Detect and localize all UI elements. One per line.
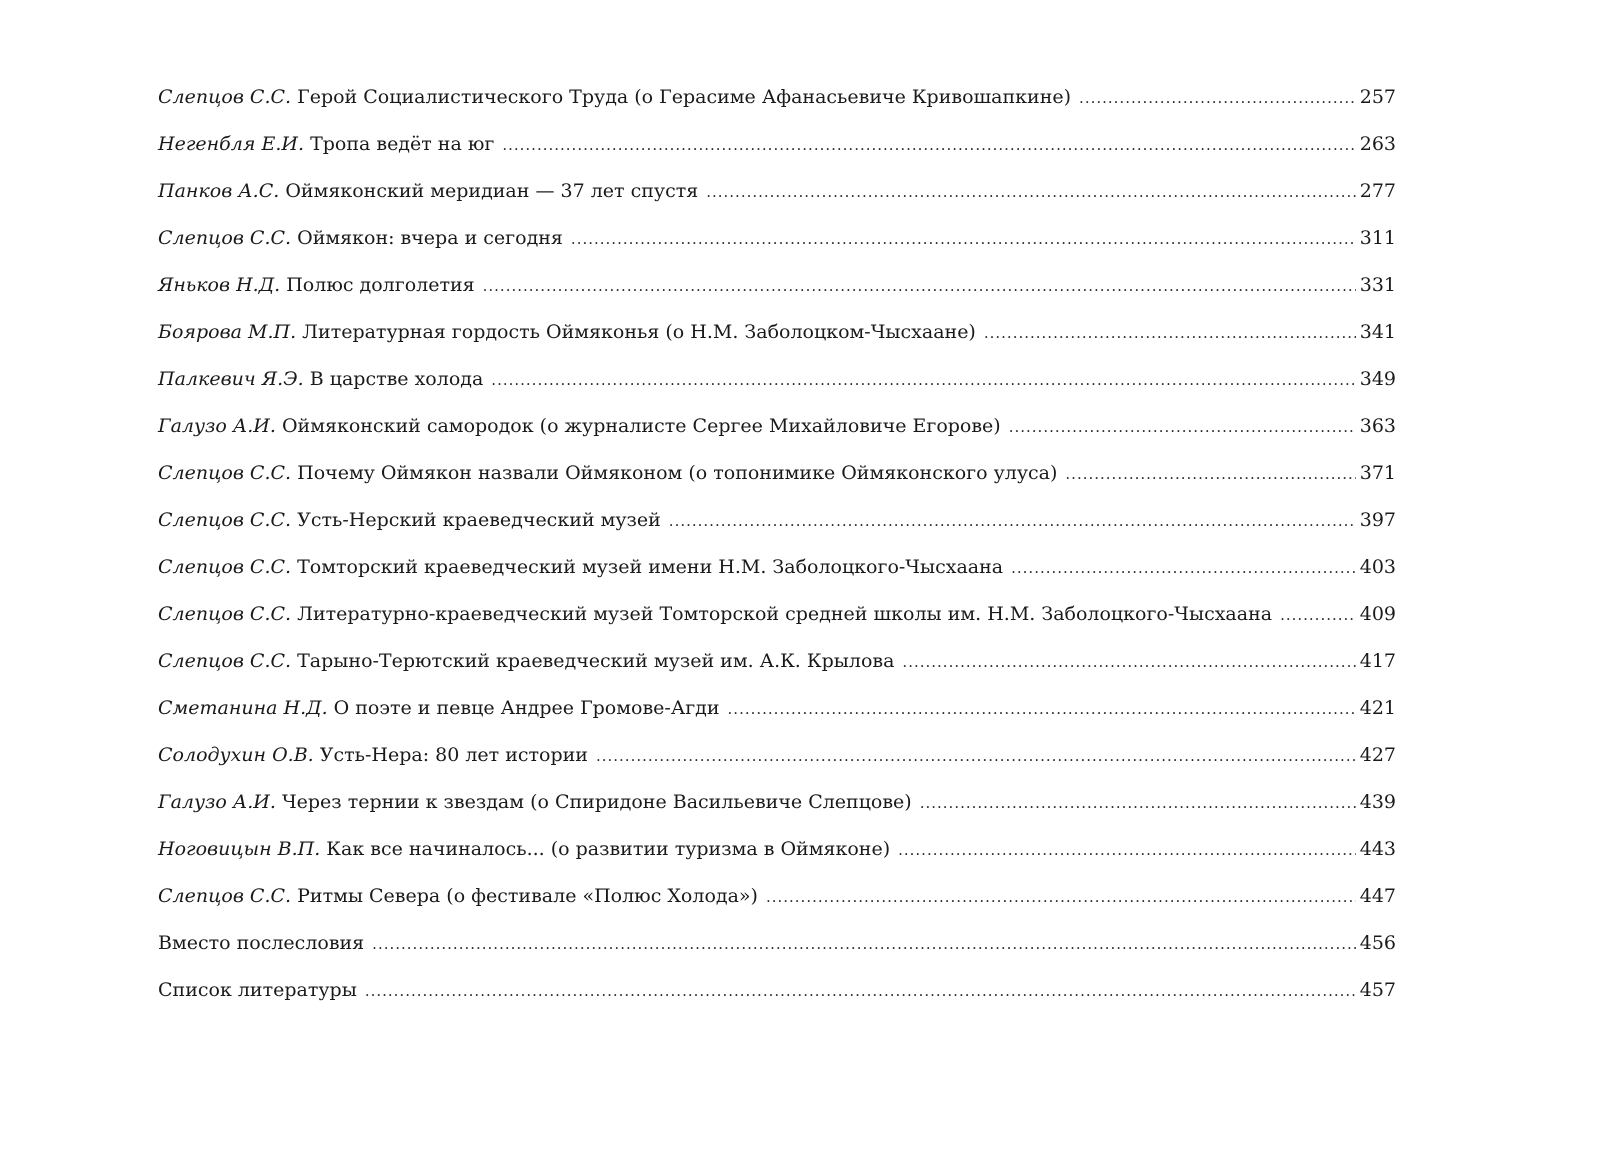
toc-entry-page-number: 311 — [1359, 227, 1396, 249]
toc-entry-page-number: 403 — [1359, 556, 1396, 578]
toc-entry — [158, 176, 1396, 223]
toc-entry-text — [158, 364, 491, 394]
toc-entry — [158, 129, 1396, 176]
toc-entry-author: Яньков Н.Д. — [158, 274, 281, 296]
toc-entry-title: Как все начиналось... (о развитии туризма в Оймяконе) — [326, 838, 891, 860]
toc-entry — [158, 740, 1396, 787]
toc-entry-page-number: 457 — [1359, 979, 1396, 1001]
toc-entry-page-number: 397 — [1359, 509, 1396, 531]
dot-leader — [502, 130, 1356, 160]
dot-leader — [571, 224, 1356, 254]
toc-entry-text — [158, 599, 1280, 629]
toc-entry — [158, 975, 1396, 1022]
dot-leader — [1280, 600, 1356, 630]
toc-entry-page-number: 427 — [1359, 744, 1396, 766]
toc-entry-text — [158, 834, 898, 864]
toc-entry-text — [158, 975, 365, 1005]
toc-entry-author: Слепцов С.С. — [158, 603, 292, 625]
toc-entry-author: Слепцов С.С. — [158, 885, 292, 907]
toc-entry-author: Солодухин О.В. — [158, 744, 314, 766]
toc-entry-page-number: 447 — [1359, 885, 1396, 907]
dot-leader — [596, 741, 1356, 771]
toc-entry-page-number: 456 — [1359, 932, 1396, 954]
toc-entry-page-number: 439 — [1359, 791, 1396, 813]
toc-entry-text — [158, 646, 902, 676]
toc-entry-author: Палкевич Я.Э. — [158, 368, 304, 390]
toc-entry-author: Негенбля Е.И. — [158, 133, 305, 155]
toc-entry-author: Галузо А.И. — [158, 791, 276, 813]
dot-leader — [372, 929, 1356, 959]
toc-entry-title: Усть-Нерский краеведческий музей — [297, 509, 661, 531]
toc-entry-title: Ритмы Севера (о фестивале «Полюс Холода») — [297, 885, 758, 907]
toc-entry-author: Слепцов С.С. — [158, 227, 292, 249]
toc-entry — [158, 881, 1396, 928]
toc-entry-title: Через тернии к звездам (о Спиридоне Васильевиче Слепцове) — [281, 791, 912, 813]
toc-entry-title: Оймякон: вчера и сегодня — [297, 227, 563, 249]
toc-entry-page-number: 443 — [1359, 838, 1396, 860]
toc-entry — [158, 928, 1396, 975]
toc-entry-author: Слепцов С.С. — [158, 86, 292, 108]
toc-entry-author: Боярова М.П. — [158, 321, 297, 343]
toc-entry — [158, 787, 1396, 834]
toc-entry-page-number: 417 — [1359, 650, 1396, 672]
dot-leader — [483, 271, 1356, 301]
toc-entry — [158, 552, 1396, 599]
dot-leader — [1065, 459, 1356, 489]
table-of-contents — [158, 82, 1396, 1022]
dot-leader — [902, 647, 1356, 677]
toc-entry-text — [158, 505, 669, 535]
toc-entry-title: Вместо послесловия — [158, 932, 365, 954]
toc-entry-text — [158, 458, 1065, 488]
toc-entry-author: Ноговицын В.П. — [158, 838, 321, 860]
toc-entry-text — [158, 223, 571, 253]
toc-entry — [158, 646, 1396, 693]
dot-leader — [1009, 412, 1356, 442]
toc-entry-text — [158, 317, 984, 347]
dot-leader — [984, 318, 1356, 348]
toc-entry-author: Слепцов С.С. — [158, 556, 292, 578]
toc-entry-title: Полюс долголетия — [286, 274, 475, 296]
toc-entry-author: Сметанина Н.Д. — [158, 697, 328, 719]
toc-entry — [158, 317, 1396, 364]
toc-entry — [158, 458, 1396, 505]
toc-entry-page-number: 277 — [1359, 180, 1396, 202]
toc-entry — [158, 411, 1396, 458]
toc-entry-title: Литературная гордость Оймяконья (о Н.М. Заболоцком-Чысхаане) — [302, 321, 976, 343]
toc-entry-text — [158, 411, 1009, 441]
toc-entry-title: Оймяконский самородок (о журналисте Сергее Михайловиче Егорове) — [281, 415, 1001, 437]
toc-entry-page-number: 331 — [1359, 274, 1396, 296]
toc-entry-page-number: 349 — [1359, 368, 1396, 390]
toc-entry-page-number: 421 — [1359, 697, 1396, 719]
toc-entry-author: Слепцов С.С. — [158, 650, 292, 672]
toc-entry-title: В царстве холода — [309, 368, 484, 390]
dot-leader — [1079, 83, 1356, 113]
toc-entry-author: Слепцов С.С. — [158, 509, 292, 531]
toc-entry — [158, 223, 1396, 270]
toc-entry-title: О поэте и певце Андрее Громове-Агди — [333, 697, 720, 719]
toc-entry-text — [158, 270, 483, 300]
toc-entry — [158, 599, 1396, 646]
toc-entry — [158, 505, 1396, 552]
toc-entry — [158, 693, 1396, 740]
toc-entry-page-number: 363 — [1359, 415, 1396, 437]
dot-leader — [491, 365, 1356, 395]
toc-entry-page-number: 341 — [1359, 321, 1396, 343]
toc-entry-author: Слепцов С.С. — [158, 462, 292, 484]
toc-entry-page-number: 409 — [1359, 603, 1396, 625]
dot-leader — [365, 976, 1356, 1006]
toc-entry-text — [158, 928, 372, 958]
dot-leader — [898, 835, 1356, 865]
toc-entry-text — [158, 740, 596, 770]
dot-leader — [728, 694, 1356, 724]
toc-entry-title: Герой Социалистического Труда (о Герасиме Афанасьевиче Кривошапкине) — [297, 86, 1072, 108]
toc-entry-text — [158, 693, 728, 723]
dot-leader — [766, 882, 1356, 912]
toc-entry-text — [158, 552, 1011, 582]
toc-entry-title: Усть-Нера: 80 лет истории — [319, 744, 588, 766]
toc-entry-page-number: 371 — [1359, 462, 1396, 484]
toc-entry — [158, 364, 1396, 411]
toc-entry-title: Тарыно-Терютский краеведческий музей им. А.К. Крылова — [297, 650, 895, 672]
toc-entry-text — [158, 881, 766, 911]
toc-entry-author: Галузо А.И. — [158, 415, 276, 437]
toc-entry-page-number: 263 — [1359, 133, 1396, 155]
dot-leader — [706, 177, 1356, 207]
dot-leader — [669, 506, 1356, 536]
toc-entry-title: Томторский краеведческий музей имени Н.М. Заболоцкого-Чысхаана — [297, 556, 1004, 578]
toc-entry-title: Оймяконский меридиан — 37 лет спустя — [285, 180, 699, 202]
dot-leader — [1011, 553, 1356, 583]
toc-entry-text — [158, 82, 1079, 112]
toc-entry-title: Тропа ведёт на юг — [310, 133, 495, 155]
toc-entry — [158, 834, 1396, 881]
toc-entry-text — [158, 129, 502, 159]
toc-entry-title: Почему Оймякон назвали Оймяконом (о топонимике Оймяконского улуса) — [297, 462, 1058, 484]
toc-entry-text — [158, 787, 920, 817]
toc-entry — [158, 270, 1396, 317]
toc-entry — [158, 82, 1396, 129]
dot-leader — [920, 788, 1356, 818]
toc-entry-author: Панков А.С. — [158, 180, 280, 202]
toc-entry-title: Литературно-краеведческий музей Томторской средней школы им. Н.М. Заболоцкого-Чысхаана — [297, 603, 1273, 625]
toc-entry-text — [158, 176, 706, 206]
toc-entry-title: Список литературы — [158, 979, 357, 1001]
toc-entry-page-number: 257 — [1359, 86, 1396, 108]
